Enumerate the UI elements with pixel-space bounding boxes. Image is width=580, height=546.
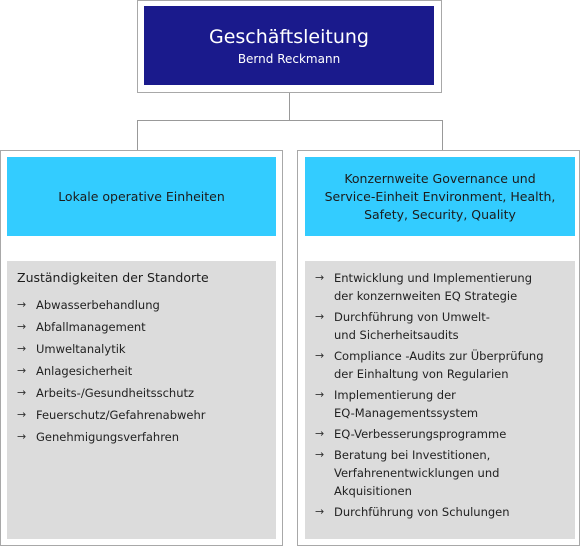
connector-top-vertical: [289, 93, 290, 121]
arrow-right-icon: →: [315, 349, 325, 362]
list-item: [315, 347, 565, 383]
executive-name: Bernd Reckmann: [237, 51, 341, 66]
connector-left-vertical: [137, 120, 138, 150]
connector-horizontal: [137, 120, 443, 121]
right-column-body: [305, 261, 575, 539]
list-item-line: Arbeits-/Gesundheitsschutz: [36, 386, 195, 400]
list-item-line: Verfahrenentwicklungen und: [334, 466, 500, 480]
arrow-right-icon: →: [315, 271, 325, 284]
list-item-line: Compliance -Audits zur Überprüfung: [334, 349, 544, 363]
list-item-line: EQ-Managementssystem: [334, 406, 479, 420]
list-item-line: EQ-Verbesserungsprogramme: [334, 427, 507, 441]
list-item: [17, 296, 266, 314]
right-header-line: Service-Einheit Environment, Health,: [324, 188, 556, 204]
list-item: [17, 340, 266, 358]
list-item-line: Abfallmanagement: [36, 320, 146, 334]
left-column-header: Lokale operative Einheiten: [7, 157, 276, 236]
left-column-body: [7, 261, 276, 539]
list-item: [315, 269, 565, 305]
left-column-heading: Zuständigkeiten der Standorte: [17, 270, 209, 285]
list-item: [17, 406, 266, 424]
list-item: [315, 425, 565, 443]
list-item-line: Genehmigungsverfahren: [36, 430, 180, 444]
connector-right-vertical: [442, 120, 443, 150]
arrow-right-icon: →: [17, 386, 27, 399]
arrow-right-icon: →: [315, 388, 325, 401]
list-item-line: Beratung bei Investitionen,: [334, 448, 491, 462]
list-item: [315, 503, 565, 521]
list-item: [315, 308, 565, 344]
left-responsibility-list: [17, 296, 266, 446]
list-item-line: Akquisitionen: [334, 484, 412, 498]
list-item-line: Durchführung von Umwelt-: [334, 310, 490, 324]
arrow-right-icon: →: [17, 408, 27, 421]
right-column-header: [305, 157, 575, 236]
arrow-right-icon: →: [17, 298, 27, 311]
executive-title: Geschäftsleitung: [209, 25, 369, 48]
arrow-right-icon: →: [17, 364, 27, 377]
list-item-line: Implementierung der: [334, 388, 456, 402]
list-item: [17, 318, 266, 336]
right-header-line: Safety, Security, Quality: [364, 206, 516, 222]
right-service-list: [315, 269, 565, 521]
list-item: [315, 446, 565, 500]
right-column-header-text: [325, 170, 556, 224]
list-item-line: und Sicherheitsaudits: [334, 328, 459, 342]
list-item-line: der Einhaltung von Regularien: [334, 367, 509, 381]
arrow-right-icon: →: [315, 448, 325, 461]
list-item: [315, 386, 565, 422]
arrow-right-icon: →: [17, 430, 27, 443]
list-item-line: Umweltanalytik: [36, 342, 126, 356]
executive-box: [144, 6, 434, 85]
list-item: [17, 428, 266, 446]
list-item-line: Anlagesicherheit: [36, 364, 133, 378]
list-item-line: der konzernweiten EQ Strategie: [334, 289, 518, 303]
arrow-right-icon: →: [315, 505, 325, 518]
list-item-line: Durchführung von Schulungen: [334, 505, 510, 519]
arrow-right-icon: →: [17, 320, 27, 333]
list-item-line: Entwicklung und Implementierung: [334, 271, 533, 285]
list-item: [17, 362, 266, 380]
list-item-line: Abwasserbehandlung: [36, 298, 160, 312]
list-item-line: Feuerschutz/Gefahrenabwehr: [36, 408, 206, 422]
arrow-right-icon: →: [315, 427, 325, 440]
list-item: [17, 384, 266, 402]
arrow-right-icon: →: [315, 310, 325, 323]
right-header-line: Konzernweite Governance und: [344, 170, 536, 186]
arrow-right-icon: →: [17, 342, 27, 355]
